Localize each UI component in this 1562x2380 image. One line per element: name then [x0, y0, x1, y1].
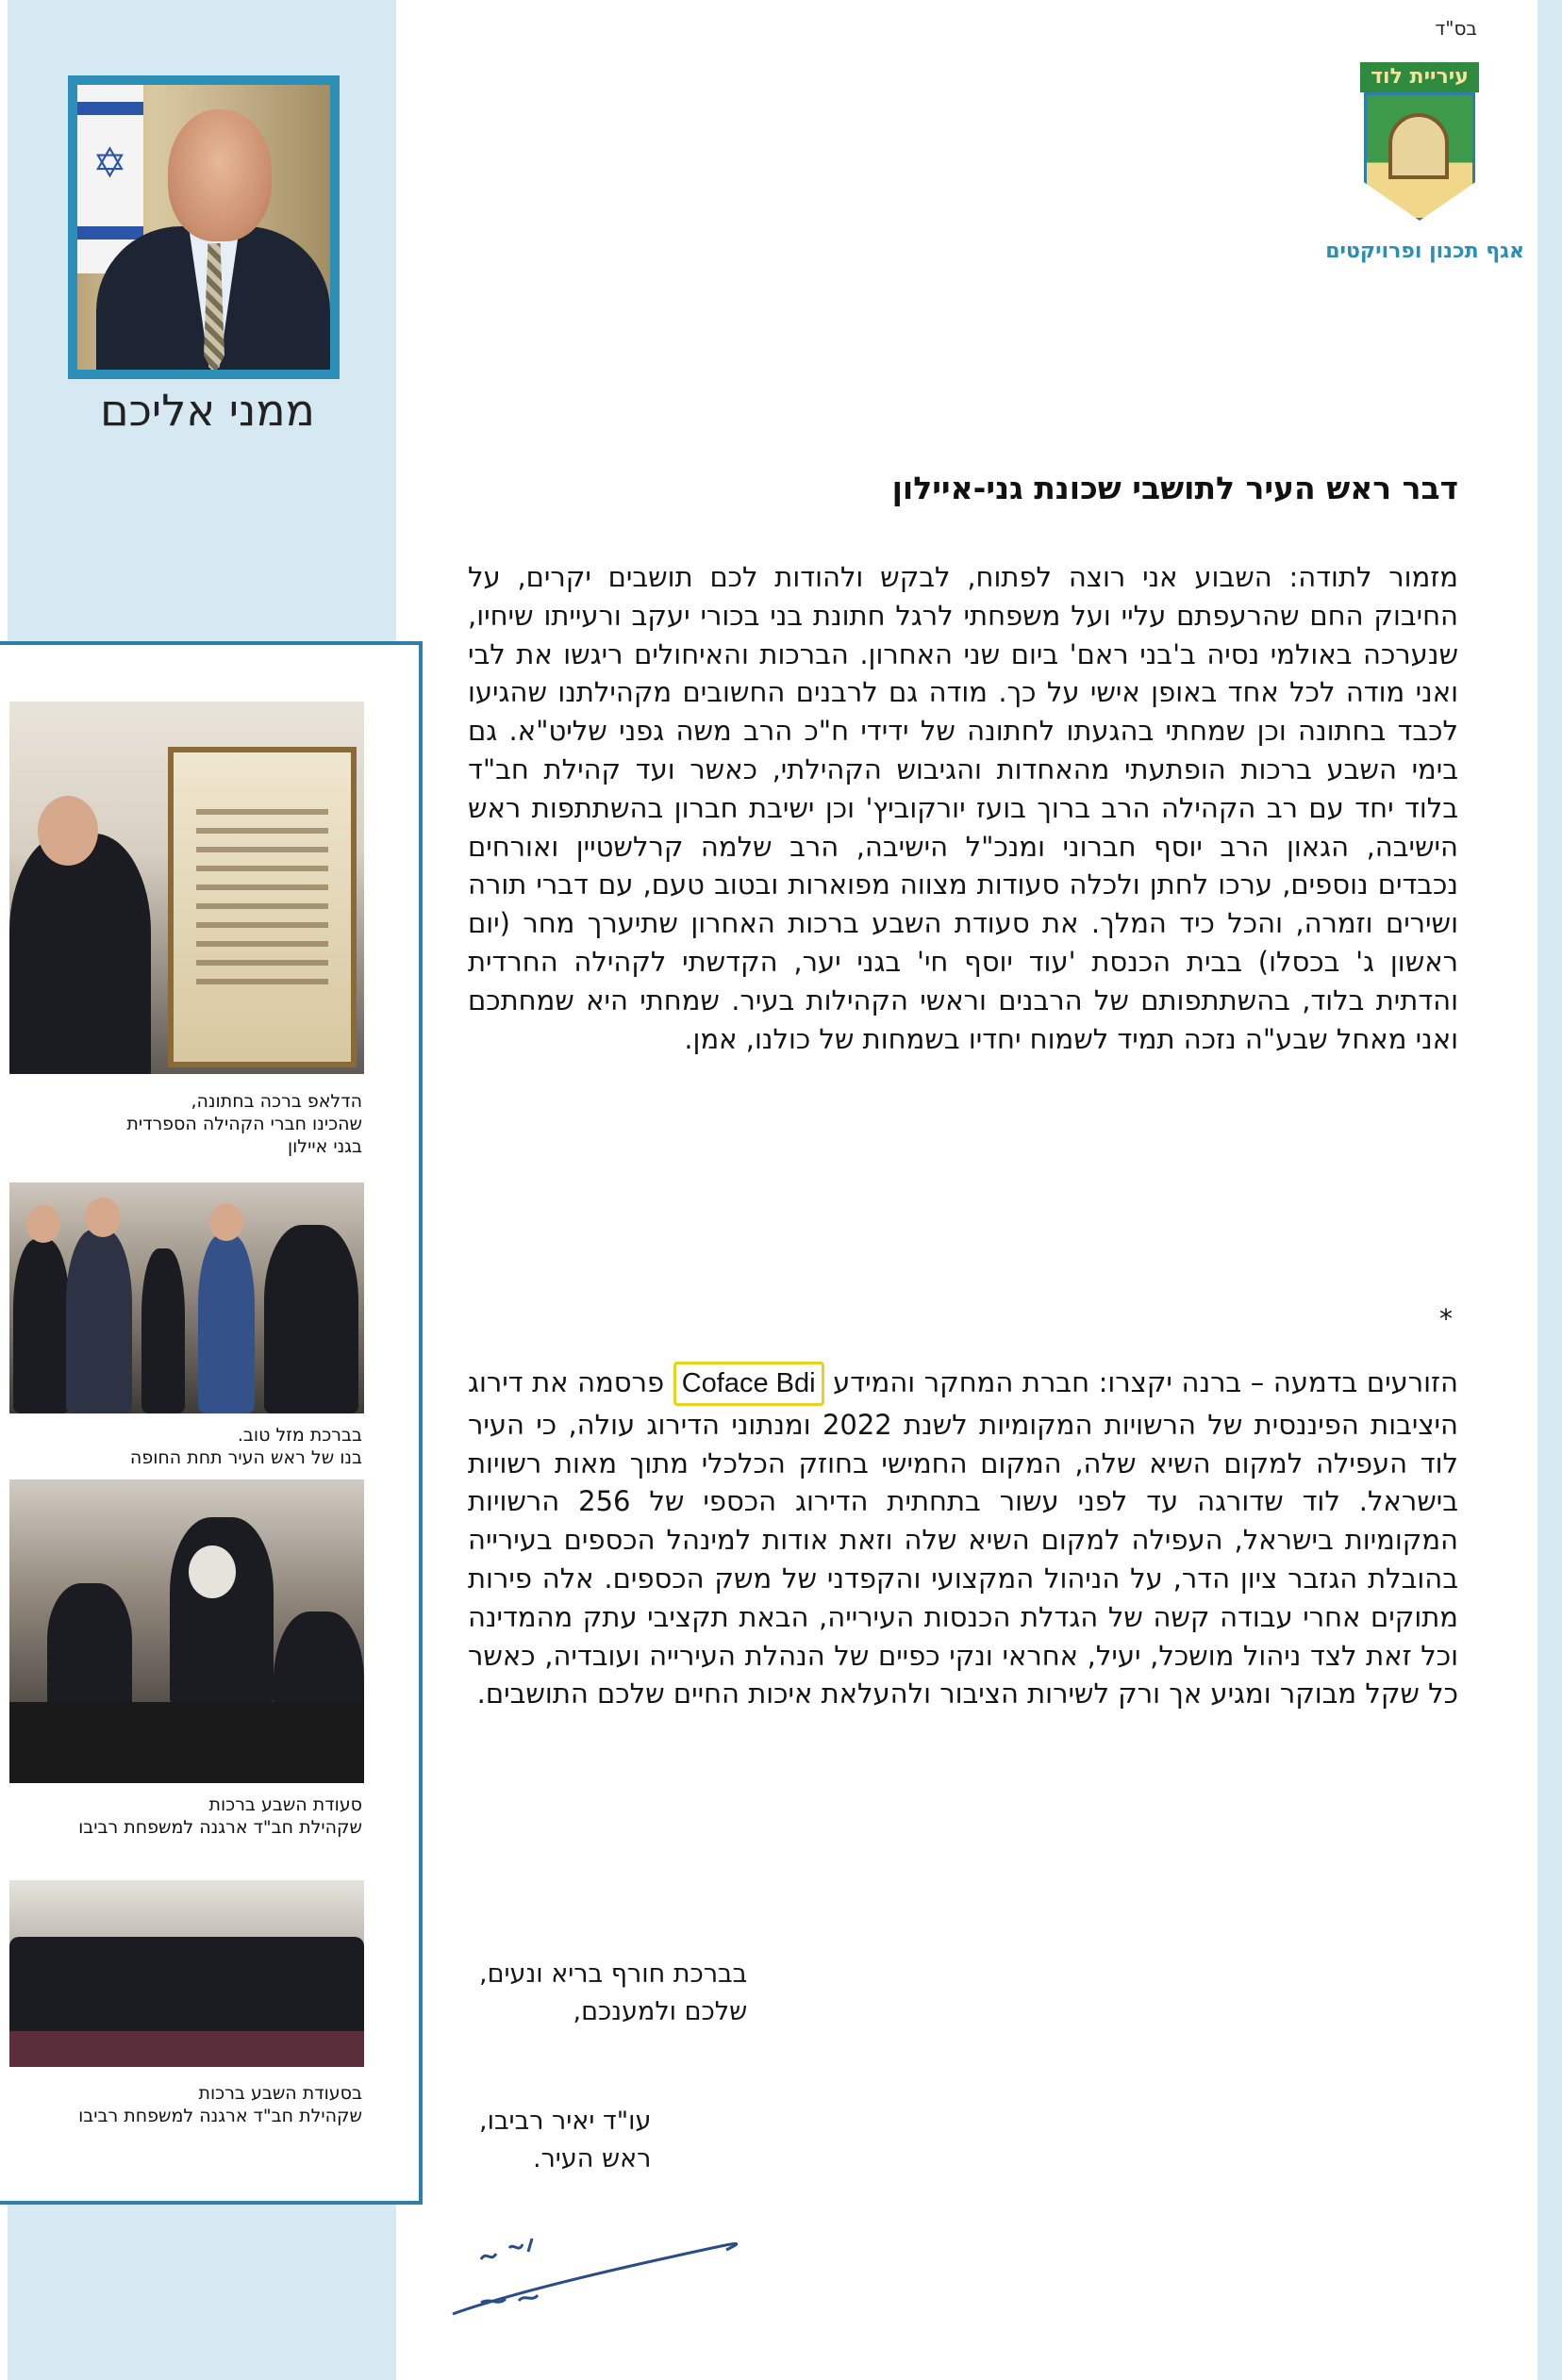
photo-caption-1: הדלאפ ברכה בחתונה, שהכינו חברי הקהילה הספרדית בגני איילון [126, 1091, 362, 1157]
photo-chuppah [9, 1182, 364, 1413]
signature-block [479, 2103, 651, 2178]
department-name: אגף תכנון ופרויקטים [1325, 240, 1524, 263]
highlighted-company-name: Coface Bdi [673, 1362, 824, 1406]
arch-icon [1388, 113, 1449, 179]
photo-caption-2: בברכת מזל טוב. בנו של ראש העיר תחת החופה [129, 1425, 362, 1468]
photo-sheva-brachot-2 [9, 1880, 364, 2067]
handwritten-signature [443, 2222, 755, 2325]
paragraph-rating-rest: פרסמה את דירוג היציבות הפיננסית של הרשויות המקומיות לשנת 2022 ומנתוני הדירוג עולה, כי העיר לוד העפילה למקום השיא שלה, המקום החמישי בחוזק הכלכלי מתוך מאות רשויות בישראל. לוד שדורגה עד לפני עשור בתחתית הדירוג הכספי של 256 הרשויות המקומיות בישראל, העפילה למקום השיא שלה וזאת אודות למינהל הכספים בעירייה בהובלת הגזבר ציון הדר, על הניהול המקצועי והקפדני של משק הכספים. אלה פירות מתוקים אחרי עבודה קשה של הגדלת הכנסות העירייה, הבאת תקציבי עתק מהמדינה וכל זאת לצד ניהול מושכל, יעיל, אחראי ונקי כפיים של הנהלת העירייה ועובדיה, כאשר כל שקל מבוקר ומגיע אך ורק לשירות הציבור ולהעלאת איכות החיים שלכם התושבים. [468, 1366, 1458, 1711]
bsd-mark: בס"ד [1435, 17, 1477, 40]
city-logo [1360, 62, 1479, 221]
signer-title: ראש העיר. [532, 2144, 652, 2173]
letter-title: דבר ראש העיר לתושבי שכונת גני-איילון [891, 470, 1458, 506]
mayor-portrait [68, 75, 340, 379]
photo-gallery [0, 641, 423, 2205]
right-edge-strip [1537, 0, 1562, 2380]
portrait-caption: ממני אליכם [100, 385, 315, 436]
closing-greeting: בברכת חורף בריא ונעים, שלכם ולמענכם, [479, 1959, 748, 2026]
paragraph-rating [468, 1362, 1458, 1713]
photo-caption-3: סעודת השבע ברכות שקהילת חב"ד ארגנה למשפחת רביבו [78, 1794, 362, 1838]
separator: * [1439, 1303, 1453, 1334]
star-of-david-icon: ✡ [92, 140, 127, 188]
blessing-plaque [168, 747, 357, 1067]
face [168, 109, 272, 241]
paragraph-wedding: מזמור לתודה: השבוע אני רוצה לפתוח, לבקש ולהודות לכם תושבים יקרים, על החיבוק החם שהרעפתם עליי ועל משפחתי לרגל חתונת בני בכורי יעקב ורעייתו שיחיו, שנערכה באולמי נסיה ב'בני ראם' ביום שני האחרון. הברכות והאיחולים ריגשו את לבי ואני מודה לכל אחד באופן אישי על כך. מודה גם לרבנים החשובים מקהילתנו שהגיעו לכבד בחתונה וכן שמחתי בהגעתו לחתונה של ידידי ח"כ הרב משה גפני שליט"א. גם בימי השבע ברכות הופתעתי מהאחדות והגיבוש הקהילתי, כאשר ועד קהילת חב"ד בלוד יחד עם רב הקהילה הרב ברוך בועז יורקוביץ' וכן ישיבת חברון בהשתתפות ראש הישיבה, הגאון הרב יוסף חברוני ומנכ"ל הישיבה, הרב שלמה קרלשטיין ואורחים נכבדים נוספים, ערכו לחתן ולכלה סעודות מצווה מפוארות ובטוב טעם, עם דברי תורה ושירים וזמרה, והכל כיד המלך. את סעודת השבע ברכות האחרון שתיערך מחר (יום ראשון ג' בכסלו) בבית הכנסת 'עוד יוסף חי' בגני יער, הקדשתי לקהילה החרדית והדתית בלוד, בהשתתפותם של הרבנים וראשי הקהילות בעיר. שמחתי היא שמחתכם ואני מאחל שבע"ה נזכה תמיד לשמוח יחדיו בשמחות של כולנו, אמן. [468, 561, 1458, 1055]
portrait-photo [77, 85, 330, 370]
photo-caption-4: בסעודת השבע ברכות שקהילת חב"ד ארגנה למשפחת רביבו [78, 2083, 362, 2126]
signer-name: עו"ד יאיר רביבו, [479, 2107, 652, 2136]
photo-wedding-plaque [9, 702, 364, 1074]
logo-title: עיריית לוד [1360, 62, 1479, 92]
photo-sheva-brachot-1 [9, 1479, 364, 1783]
paragraph-rating-start: הזורעים בדמעה – ברנה יקצרו: חברת המחקר והמידע [833, 1366, 1458, 1398]
